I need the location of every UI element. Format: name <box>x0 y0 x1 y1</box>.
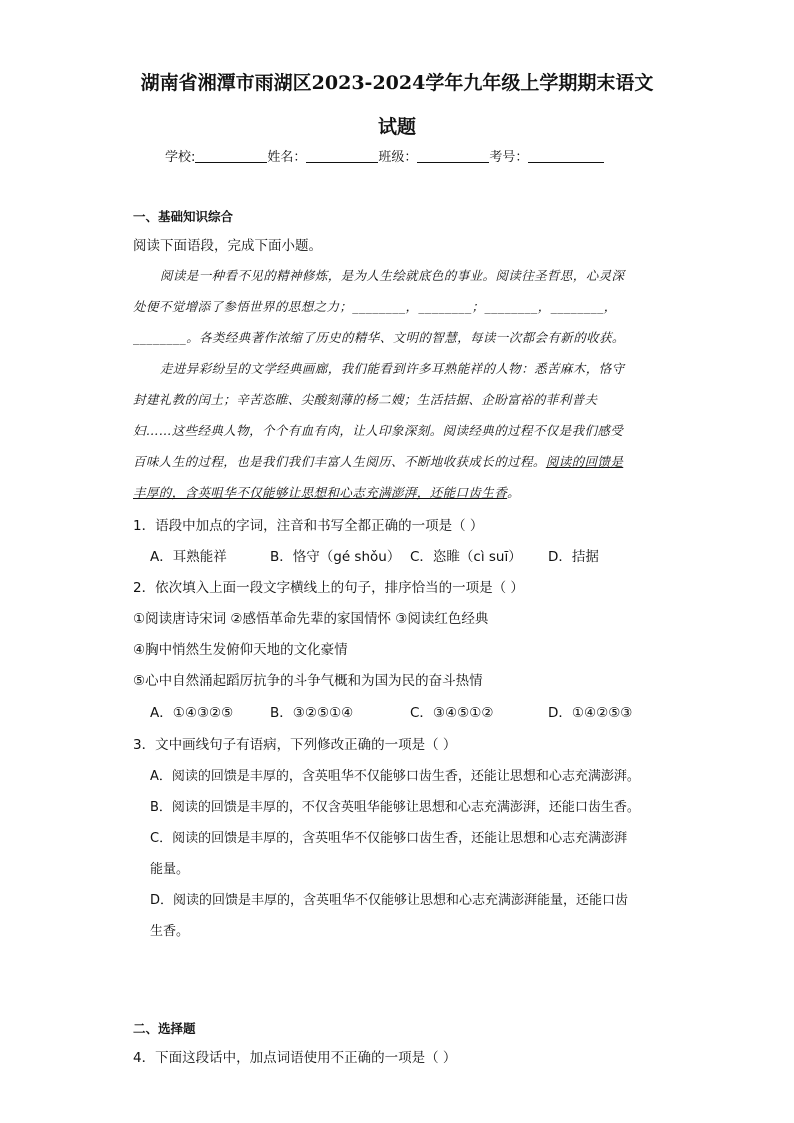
section2-heading: 二、选择题 <box>133 1021 196 1036</box>
q2-option-a[interactable]: A．①④③②⑤ <box>150 705 234 721</box>
question-3-stem: 3．文中画线句子有语病，下列修改正确的一项是（ ） <box>133 737 457 753</box>
section1-heading: 一、基础知识综合 <box>133 209 234 224</box>
class-blank[interactable] <box>417 148 489 163</box>
question-1-stem: 1．语段中加点的字词，注音和书写全都正确的一项是（ ） <box>133 518 484 534</box>
passage-line: 妇……这些经典人物，个个有血有肉，让人印象深刻。阅读经典的过程不仅是我们感受 <box>133 423 624 438</box>
q3-option-d[interactable]: D．阅读的回馈是丰厚的，含英咀华不仅能够让思想和心志充满澎湃能量，还能口齿 <box>150 893 629 908</box>
passage-line: 封建礼教的闰土；辛苦恣睢、尖酸刻薄的杨二嫂；生活拮据、企盼富裕的菲利普夫 <box>133 392 598 407</box>
q3-option-c[interactable]: C．阅读的回馈是丰厚的，含英咀华不仅能够口齿生香，还能让思想和心志充满澎湃 <box>150 831 628 846</box>
name-blank[interactable] <box>306 148 378 163</box>
name-label: 姓名： <box>267 150 307 165</box>
question-2-stem: 2．依次填入上面一段文字横线上的句子，排序恰当的一项是（ ） <box>133 580 524 596</box>
q2-items-line: ⑤心中自然涌起蹈厉抗争的斗争气概和为国为民的奋斗热情 <box>133 673 483 689</box>
passage-line: 处便不觉增添了参悟世界的思想之力；________，________；________，________， <box>133 299 617 314</box>
q3-option-b[interactable]: B．阅读的回馈是丰厚的，不仅含英咀华能够让思想和心志充满澎湃，还能口齿生香。 <box>150 800 640 815</box>
passage-line <box>133 452 623 470</box>
student-info-row <box>165 146 604 165</box>
q1-option-c[interactable]: C．恣睢（cì suī） <box>410 549 522 565</box>
q2-option-d[interactable]: D．①④②⑤③ <box>548 705 633 721</box>
q3-option-d-cont: 生香。 <box>150 924 190 939</box>
passage-text: 。 <box>507 485 521 500</box>
underlined-sentence-part1: 阅读的回馈是 <box>545 454 624 469</box>
passage-line: 阅读是一种看不见的精神修炼，是为人生绘就底色的事业。阅读往圣哲思，心灵深 <box>160 268 625 283</box>
passage-text: 百味人生的过程，也是我们我们丰富人生阅历、不断地收获成长的过程。 <box>133 454 546 469</box>
q1-option-d[interactable]: D．拮据 <box>548 549 599 565</box>
section1-intro: 阅读下面语段，完成下面小题。 <box>133 238 322 254</box>
passage-line: 走进异彩纷呈的文学经典画廊，我们能看到许多耳熟能祥的人物：悉苦麻木，恪守 <box>160 361 625 376</box>
q2-option-b[interactable]: B．③②⑤①④ <box>270 705 354 721</box>
exam-no-blank[interactable] <box>528 148 604 163</box>
q2-items-line: ④胸中悄然生发俯仰天地的文化豪情 <box>133 642 348 658</box>
passage-line: ________。各类经典著作浓缩了历史的精华、文明的智慧，每读一次都会有新的收获。 <box>133 330 625 345</box>
document-title-line1: 湖南省湘潭市雨湖区2023-2024学年九年级上学期期末语文 <box>140 72 654 94</box>
q1-option-a[interactable]: A．耳熟能祥 <box>150 549 227 565</box>
school-blank[interactable] <box>195 148 267 163</box>
q3-option-c-cont: 能量。 <box>150 862 190 877</box>
passage-line <box>133 483 520 501</box>
q2-option-c[interactable]: C．③④⑤①② <box>410 705 494 721</box>
school-label: 学校: <box>165 150 196 165</box>
q1-option-b[interactable]: B．恪守（gé shǒu） <box>270 549 401 565</box>
document-title-line2: 试题 <box>377 116 416 138</box>
class-label: 班级： <box>378 150 418 165</box>
exam-no-label: 考号： <box>489 150 529 165</box>
question-4-stem: 4．下面这段话中，加点词语使用不正确的一项是（ ） <box>133 1050 457 1066</box>
underlined-sentence-part2: 丰厚的，含英咀华不仅能够让思想和心志充满澎湃，还能口齿生香 <box>133 485 508 500</box>
q3-option-a[interactable]: A．阅读的回馈是丰厚的，含英咀华不仅能够口齿生香，还能让思想和心志充满澎湃。 <box>150 769 640 784</box>
q2-items-line: ①阅读唐诗宋词 ②感悟革命先辈的家国情怀 ③阅读红色经典 <box>133 611 489 627</box>
